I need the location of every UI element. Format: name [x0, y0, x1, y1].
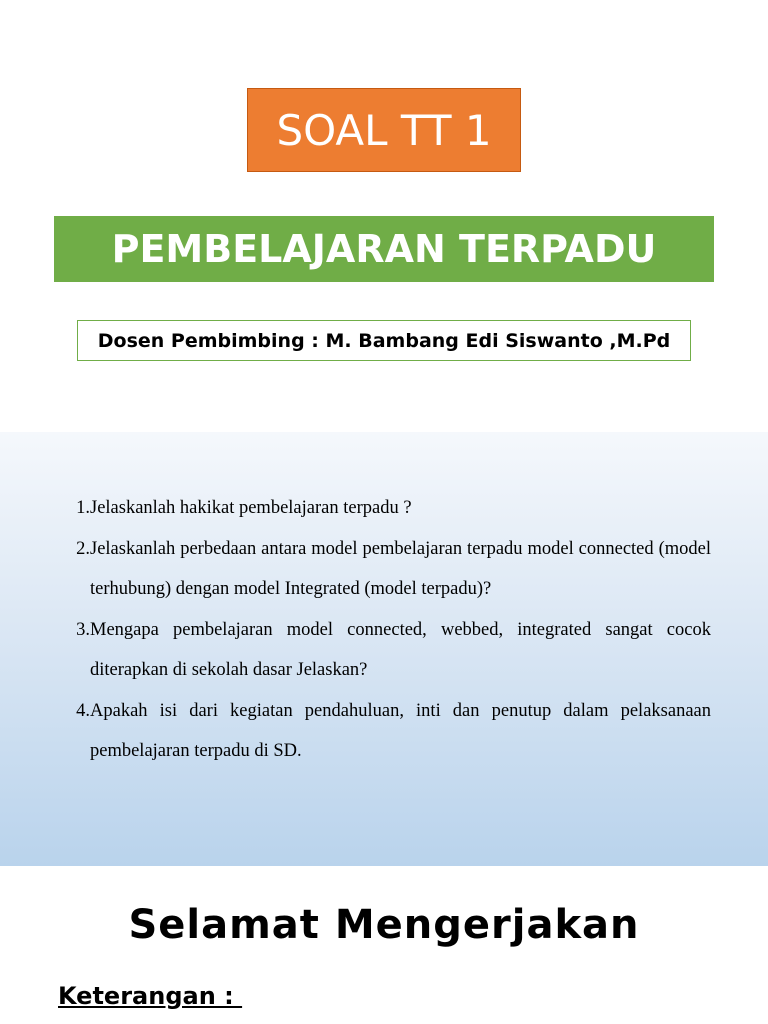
question-number: 3. — [76, 619, 90, 640]
question-item — [62, 529, 711, 610]
question-number: 2. — [76, 538, 90, 559]
question-text: Jelaskanlah perbedaan antara model pembelajaran terpadu model connected (model terhubung) dengan model Integrated (model terpadu)? — [90, 538, 711, 599]
question-text: Apakah isi dari kegiatan pendahuluan, inti dan penutup dalam pelaksanaan pembelajaran terpadu di SD. — [90, 700, 711, 761]
question-item — [62, 610, 711, 691]
question-list — [62, 488, 711, 772]
document-title: SOAL TT 1 — [247, 88, 521, 172]
lecturer-label: Dosen Pembimbing : M. Bambang Edi Siswanto ,M.Pd — [77, 320, 691, 361]
question-item — [62, 488, 711, 529]
course-subtitle: PEMBELAJARAN TERPADU — [54, 216, 714, 282]
question-text: Jelaskanlah hakikat pembelajaran terpadu ? — [90, 498, 412, 518]
question-number: 4. — [76, 700, 90, 721]
note-label: Keterangan : — [58, 982, 243, 1010]
question-number: 1. — [76, 498, 90, 518]
question-text: Mengapa pembelajaran model connected, webbed, integrated sangat cocok diterapkan di sekolah dasar Jelaskan? — [90, 619, 711, 680]
question-item — [62, 691, 711, 772]
closing-message: Selamat Mengerjakan — [128, 902, 640, 948]
